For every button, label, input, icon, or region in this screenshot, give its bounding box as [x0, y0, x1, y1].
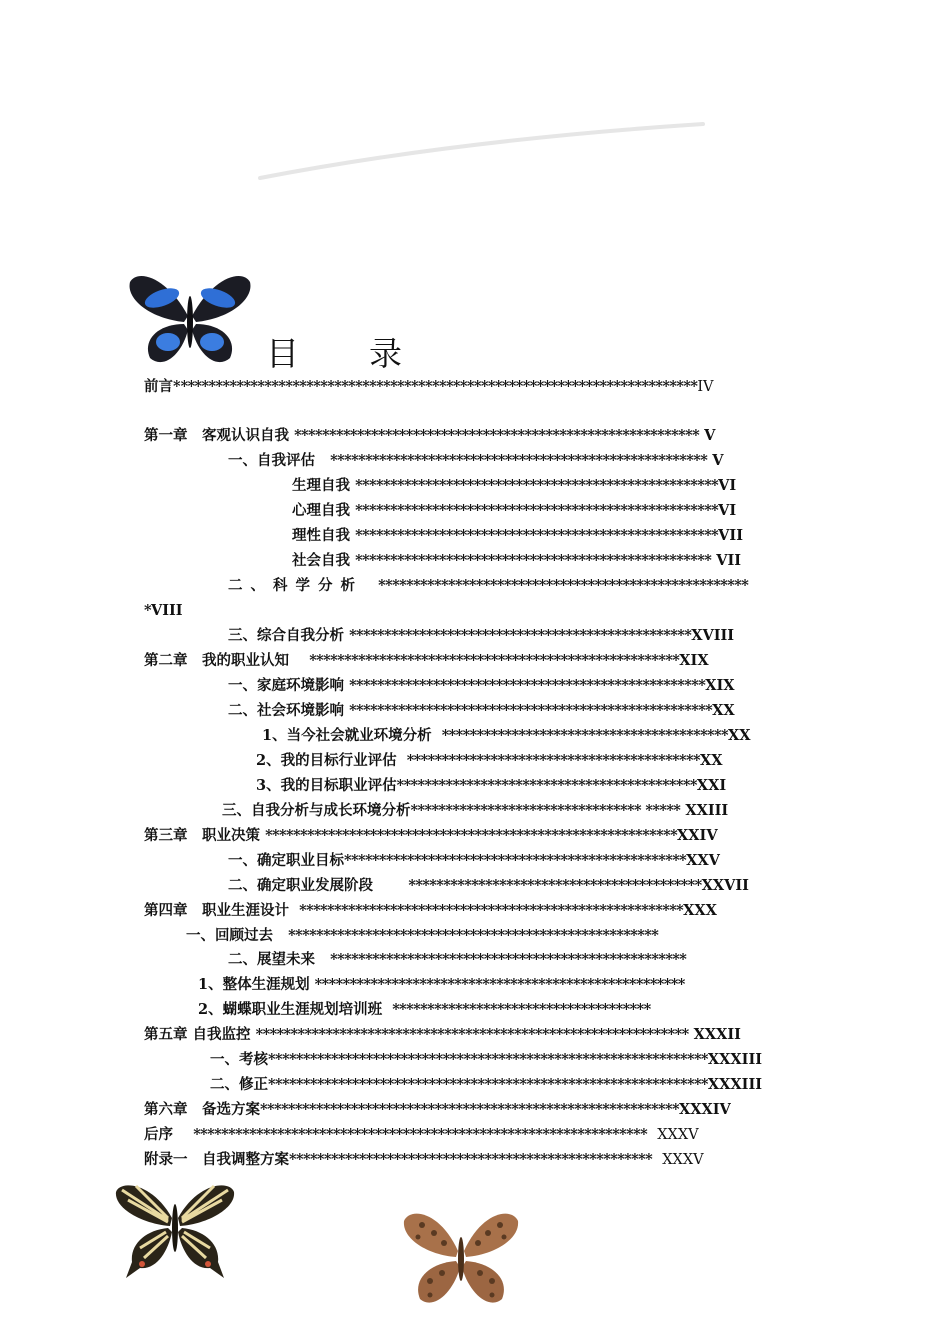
toc-entry-page: XX	[712, 702, 735, 719]
toc-entry-label: 一、回顾过去	[186, 927, 273, 944]
toc-entry-label: 一、确定职业目标	[228, 852, 344, 869]
toc-entry-page: XXXV	[657, 1127, 699, 1143]
toc-entry-label: 第六章 备选方案	[144, 1101, 260, 1118]
toc-entry	[262, 726, 751, 746]
toc-entry-leader: ****************************************************	[289, 1151, 653, 1168]
toc-entry	[256, 776, 726, 796]
toc-entry-leader: **************************************************************************	[180, 378, 698, 395]
toc-entry-leader: ***************************************************	[355, 552, 712, 569]
toc-entry-label: 1、整体生涯规划	[198, 976, 310, 993]
toc-entry-leader: ***************************************************	[349, 677, 706, 694]
toc-entry	[210, 1075, 762, 1095]
toc-entry	[292, 526, 743, 546]
toc-entry	[292, 476, 736, 496]
toc-entry-page: VII	[718, 527, 743, 544]
toc-entry-leader: ****************************************************	[349, 702, 713, 719]
toc-entry-page: XIX	[705, 677, 735, 694]
toc-entry-leader: ********************************* *****	[410, 802, 681, 819]
toc-entry-label: 一、家庭环境影响	[228, 677, 344, 694]
toc-entry-label: 第一章 客观认识自我	[144, 427, 289, 444]
toc-entry	[186, 926, 658, 946]
toc-entry-leader: *************************************	[392, 1001, 651, 1018]
toc-entry-leader: ************************************************************	[260, 1101, 679, 1118]
toc-entry-leader: *******************************************************	[299, 902, 684, 919]
toc-entry-leader: **************************************************************	[255, 1026, 689, 1043]
toc-entry	[256, 751, 723, 771]
toc-entry-label: 一、考核	[210, 1051, 268, 1068]
toc-entry-leader: *************************************************	[349, 627, 692, 644]
toc-entry	[292, 501, 736, 521]
toc-entry-page: XVIII	[691, 627, 735, 644]
toc-entry-page: VII	[716, 552, 742, 569]
toc-entry-leader: ***************************************************	[330, 951, 687, 968]
toc-entry-label: 二、确定职业发展阶段	[228, 877, 373, 894]
toc-entry-page: VI	[718, 502, 737, 519]
toc-entry	[198, 1000, 651, 1020]
toc-entry-label: 第三章 职业决策	[144, 827, 260, 844]
toc-entry-page: XIX	[679, 652, 709, 669]
toc-entry	[228, 950, 686, 970]
toc-entry-page: XXXII	[693, 1026, 741, 1043]
toc-entry-label: 附录一 自我调整方案	[144, 1151, 289, 1168]
toc-entry-label: 后序	[144, 1126, 173, 1143]
toc-entry-leader: ****************************************************	[355, 527, 719, 544]
toc-entry	[144, 901, 717, 921]
toc-entry-leader: *	[144, 602, 151, 619]
toc-entry	[228, 626, 734, 646]
toc-entry-leader: **********************************************************	[294, 427, 700, 444]
title-char-1: 目	[266, 334, 299, 373]
toc-entry-page: XXXIV	[678, 1101, 731, 1118]
toc-entry-label: 2、蝴蝶职业生涯规划培训班	[198, 1001, 383, 1018]
toc-entry-page: V	[712, 452, 724, 469]
toc-entry-page: XXVII	[701, 877, 749, 894]
toc-entry-page: XXV	[686, 852, 720, 869]
toc-entry-leader: *************************************************	[344, 852, 687, 869]
toc-entry-label: 二、科学分析	[228, 577, 363, 594]
toc-entry-label: 二、社会环境影响	[228, 702, 344, 719]
toc-entry-page: XXXIII	[707, 1076, 763, 1093]
toc-entry	[292, 551, 741, 571]
toc-entry	[144, 601, 183, 621]
swallowtail-butterfly-icon	[112, 1178, 238, 1282]
toc-entry-leader: *****************************************************	[378, 577, 749, 594]
toc-entry-page: XXX	[683, 902, 717, 919]
toc-entry	[144, 826, 718, 846]
title-char-2: 录	[369, 334, 402, 373]
toc-entry-page: XX	[728, 727, 751, 744]
toc-entry-page: V	[704, 427, 716, 444]
toc-entry	[198, 975, 685, 995]
toc-entry-leader: *******************************************	[396, 777, 697, 794]
toc-entry	[210, 1050, 762, 1070]
toc-entry-page: IV	[697, 379, 714, 395]
toc-entry	[144, 377, 714, 397]
toc-entry	[228, 876, 749, 896]
toc-entry	[228, 701, 735, 721]
toc-entry-leader: ****************************************************	[355, 477, 719, 494]
toc-entry	[222, 801, 728, 821]
toc-entry	[228, 451, 724, 471]
toc-entry-leader: *****************************************************	[309, 652, 680, 669]
toc-entry-page: XX	[699, 752, 723, 769]
toc-entry	[144, 1125, 699, 1145]
toc-entry	[144, 426, 715, 446]
toc-entry	[144, 1025, 741, 1045]
toc-entry-page: XXXIII	[707, 1051, 763, 1068]
toc-entry-leader: ***********************************************************	[265, 827, 678, 844]
brown-butterfly-icon	[400, 1205, 522, 1311]
toc-entry-page: XXI	[696, 777, 727, 794]
toc-entry-label: 二、修正	[210, 1076, 268, 1093]
toc-entry	[144, 1150, 704, 1170]
toc-entry-label: 一、自我评估	[228, 452, 315, 469]
toc-entry	[228, 576, 748, 596]
toc-entry-leader: ***************************************************************	[268, 1051, 708, 1068]
toc-entry	[228, 851, 720, 871]
toc-entry-leader: ******************************************************	[330, 452, 708, 469]
toc-entry-leader: ****************************************************	[355, 502, 719, 519]
toc-entry-leader: ******************************************	[406, 752, 700, 769]
toc-entry-label: 1、当今社会就业环境分析	[262, 727, 432, 744]
toc-entry-label: 3、我的目标职业评估	[256, 777, 397, 794]
toc-entry-page: XXXV	[662, 1152, 704, 1168]
toc-entry-page: VI	[718, 477, 737, 494]
toc-entry-label: 三、自我分析与成长环境分析	[222, 802, 411, 819]
toc-entry-leader: *****************************************************	[314, 976, 685, 993]
toc-entry-label: 心理自我	[292, 502, 350, 519]
toc-entry-label: 前言*	[144, 378, 181, 395]
toc-entry	[144, 1100, 731, 1120]
toc-entry-leader: *****************************************************************	[193, 1126, 648, 1143]
toc-entry-page: XXIII	[685, 802, 729, 819]
toc-entry	[144, 651, 709, 671]
toc-entry	[228, 676, 734, 696]
toc-entry-leader: ******************************************	[408, 877, 702, 894]
toc-entry-label: 生理自我	[292, 477, 350, 494]
toc-entry-page: VIII	[150, 602, 183, 619]
toc-entry-leader: ***************************************************************	[268, 1076, 708, 1093]
toc-entry-label: 三、综合自我分析	[228, 627, 344, 644]
toc-entry-label: 2、我的目标行业评估	[256, 752, 397, 769]
toc-entry-label: 第四章 职业生涯设计	[144, 902, 289, 919]
toc-entry-label: 理性自我	[292, 527, 350, 544]
toc-entry-leader: *****************************************************	[288, 927, 659, 944]
toc-entry-label: 第二章 我的职业认知	[144, 652, 289, 669]
toc-entry-page: XXIV	[677, 827, 718, 844]
toc-entry-label: 社会自我	[292, 552, 350, 569]
toc-entry-label: 第五章 自我监控	[144, 1026, 251, 1043]
toc-entry-leader: *****************************************	[441, 727, 728, 744]
toc-entry-label: 二、展望未来	[228, 951, 315, 968]
